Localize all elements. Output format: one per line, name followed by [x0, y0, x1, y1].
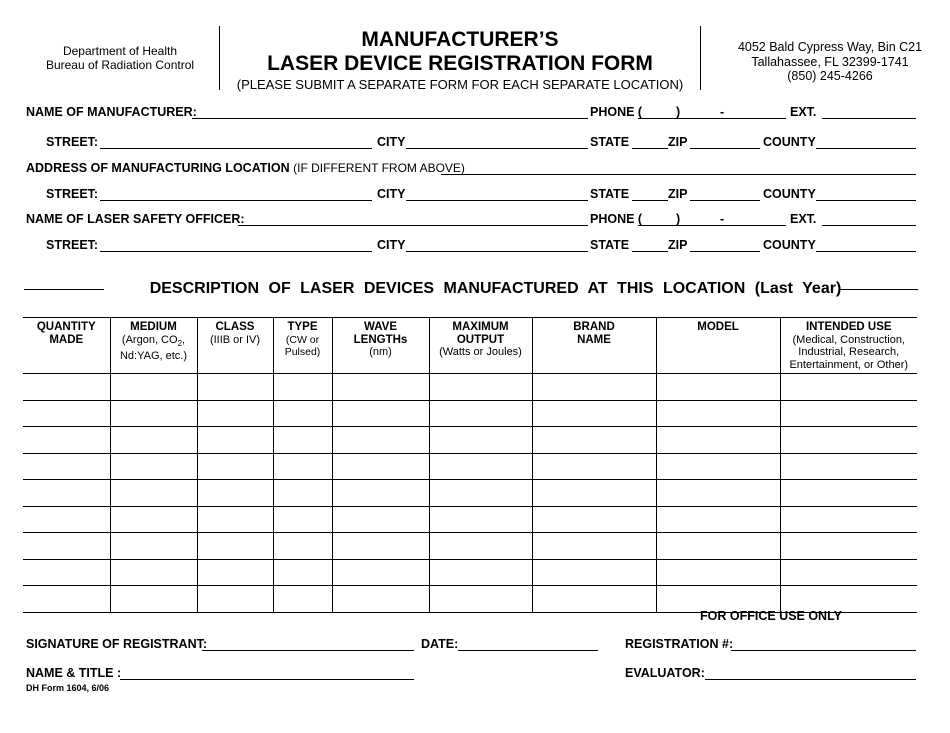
officer-phone-paren: ): [676, 212, 681, 226]
table-cell[interactable]: [23, 533, 110, 560]
table-row: [23, 559, 917, 586]
form-title: [222, 28, 698, 92]
table-cell[interactable]: [332, 559, 429, 586]
col-output-title2: OUTPUT: [456, 333, 505, 346]
col-output-header: [429, 318, 532, 374]
table-cell[interactable]: [429, 559, 532, 586]
col-wavelength-title: WAVE: [363, 321, 397, 333]
location-street-label: STREET:: [46, 187, 99, 201]
table-cell[interactable]: [197, 374, 273, 401]
col-medium-title: MEDIUM: [130, 321, 177, 333]
manufacturer-city-field[interactable]: [406, 148, 588, 149]
manufacturer-ext-field[interactable]: [822, 118, 916, 119]
officer-zip-field[interactable]: [690, 251, 760, 252]
table-row: [23, 427, 917, 454]
col-medium-header: [110, 318, 197, 374]
officer-zip-label: ZIP: [668, 238, 688, 252]
officer-ext-label: EXT.: [790, 212, 817, 226]
col-wavelength-header: [332, 318, 429, 374]
table-cell[interactable]: [429, 374, 532, 401]
table-cell[interactable]: [110, 427, 197, 454]
manufacturer-ext-label: EXT.: [790, 105, 817, 119]
col-brand-title2: NAME: [577, 333, 611, 346]
table-cell[interactable]: [332, 427, 429, 454]
table-cell[interactable]: [532, 480, 656, 507]
table-cell[interactable]: [780, 374, 917, 401]
table-cell[interactable]: [197, 559, 273, 586]
signature-field[interactable]: [202, 650, 414, 651]
officer-city-field[interactable]: [406, 251, 588, 252]
col-medium-sub: (Argon, $CO_2$, Nd:YAG, etc.): [119, 333, 188, 363]
title-line1: MANUFACTURER’S: [361, 28, 559, 51]
table-cell[interactable]: [780, 533, 917, 560]
table-cell[interactable]: [532, 506, 656, 533]
location-county-field[interactable]: [816, 200, 916, 201]
section-rule-left: [24, 289, 104, 290]
table-cell[interactable]: [532, 400, 656, 427]
table-cell[interactable]: [780, 559, 917, 586]
table-cell[interactable]: [532, 427, 656, 454]
table-cell[interactable]: [23, 427, 110, 454]
table-cell[interactable]: [23, 586, 110, 613]
manufacturer-phone-paren: ): [676, 105, 681, 119]
table-cell[interactable]: [532, 453, 656, 480]
col-type-title: TYPE: [287, 321, 318, 333]
manufacturing-location-label: [26, 161, 465, 175]
table-cell[interactable]: [197, 400, 273, 427]
manufacturer-state-field[interactable]: [632, 148, 668, 149]
col-model-header: [656, 318, 780, 374]
table-cell[interactable]: [532, 559, 656, 586]
table-cell[interactable]: [780, 427, 917, 454]
table-cell[interactable]: [532, 533, 656, 560]
title-note: (PLEASE SUBMIT A SEPARATE FORM FOR EACH SEPARATE LOCATION): [236, 77, 684, 92]
table-cell[interactable]: [332, 480, 429, 507]
officer-state-field[interactable]: [632, 251, 668, 252]
date-field[interactable]: [458, 650, 598, 651]
address-line1: 4052 Bald Cypress Way, Bin C21: [737, 40, 923, 54]
manufacturer-phone-field[interactable]: [638, 118, 786, 119]
officer-phone-dash: -: [720, 212, 725, 226]
table-cell[interactable]: [429, 506, 532, 533]
table-cell[interactable]: [197, 427, 273, 454]
location-city-field[interactable]: [406, 200, 588, 201]
manufacturing-location-note: (IF DIFFERENT FROM ABOVE): [293, 161, 465, 175]
col-class-sub: (IIIB or IV): [209, 333, 261, 346]
table-cell[interactable]: [197, 453, 273, 480]
col-type-sub: (CW or Pulsed): [284, 333, 321, 358]
table-cell[interactable]: [110, 480, 197, 507]
manufacturer-street-field[interactable]: [100, 148, 372, 149]
table-cell[interactable]: [656, 400, 780, 427]
manufacturer-county-field[interactable]: [816, 148, 916, 149]
table-cell[interactable]: [332, 506, 429, 533]
table-cell[interactable]: [332, 586, 429, 613]
agency-bureau: Bureau of Radiation Control: [45, 58, 195, 72]
col-model-title: MODEL: [697, 321, 739, 333]
address-line3: (850) 245-4266: [787, 69, 873, 83]
table-cell[interactable]: [429, 400, 532, 427]
table-cell[interactable]: [656, 374, 780, 401]
table-cell[interactable]: [532, 586, 656, 613]
form-id: DH Form 1604, 6/06: [26, 683, 110, 693]
table-row: [23, 453, 917, 480]
location-county-label: COUNTY: [763, 187, 816, 201]
signature-label: SIGNATURE OF REGISTRANT:: [26, 637, 208, 651]
col-type-header: [273, 318, 332, 374]
table-cell[interactable]: [656, 559, 780, 586]
manufacturer-phone-dash: -: [720, 105, 725, 119]
col-output-sub: (Watts or Joules): [439, 346, 522, 358]
device-section-heading: [24, 278, 918, 300]
table-cell[interactable]: [332, 533, 429, 560]
manufacturer-zip-label: ZIP: [668, 135, 688, 149]
table-cell[interactable]: [23, 506, 110, 533]
table-cell[interactable]: [197, 533, 273, 560]
registration-field[interactable]: [731, 650, 916, 651]
officer-county-label: COUNTY: [763, 238, 816, 252]
table-cell[interactable]: [197, 480, 273, 507]
location-state-field[interactable]: [632, 200, 668, 201]
evaluator-field[interactable]: [705, 679, 916, 680]
table-row: [23, 533, 917, 560]
table-cell[interactable]: [332, 374, 429, 401]
table-cell[interactable]: [429, 453, 532, 480]
safety-officer-label: NAME OF LASER SAFETY OFFICER:: [26, 212, 245, 226]
table-cell[interactable]: [532, 374, 656, 401]
table-cell[interactable]: [23, 453, 110, 480]
table-cell[interactable]: [656, 427, 780, 454]
table-cell[interactable]: [273, 506, 332, 533]
officer-phone-label: PHONE (: [590, 212, 643, 226]
manufacturer-city-label: CITY: [377, 135, 406, 149]
manufacturer-county-label: COUNTY: [763, 135, 816, 149]
manufacturer-name-field[interactable]: [192, 118, 588, 119]
location-street-field[interactable]: [100, 200, 372, 201]
section-rule-right: [840, 289, 918, 290]
section-title: DESCRIPTION OF LASER DEVICES MANUFACTURED AT THIS LOCATION (Last Year): [149, 280, 842, 297]
table-cell[interactable]: [110, 506, 197, 533]
location-state-label: STATE: [590, 187, 630, 201]
table-cell[interactable]: [273, 400, 332, 427]
address-line2: Tallahassee, FL 32399-1741: [751, 54, 909, 69]
agency-department: Department of Health: [62, 44, 178, 58]
mailing-address: [710, 40, 950, 84]
location-city-label: CITY: [377, 187, 406, 201]
location-zip-label: ZIP: [668, 187, 688, 201]
col-quantity-title: QUANTITY: [36, 321, 96, 333]
officer-county-field[interactable]: [816, 251, 916, 252]
table-cell[interactable]: [656, 480, 780, 507]
header-divider-left: [219, 26, 220, 90]
officer-phone-field[interactable]: [638, 225, 786, 226]
location-zip-field[interactable]: [690, 200, 760, 201]
table-cell[interactable]: [197, 586, 273, 613]
manufacturer-street-label: STREET:: [46, 135, 99, 149]
date-label: DATE:: [421, 637, 459, 651]
manufacturing-location-field[interactable]: [441, 174, 916, 175]
table-cell[interactable]: [23, 559, 110, 586]
manufacturer-zip-field[interactable]: [690, 148, 760, 149]
title-line2: LASER DEVICE REGISTRATION FORM: [267, 52, 653, 75]
registration-label: REGISTRATION #:: [625, 637, 734, 651]
table-cell[interactable]: [110, 374, 197, 401]
table-cell[interactable]: [273, 374, 332, 401]
table-cell[interactable]: [23, 374, 110, 401]
table-cell[interactable]: [656, 533, 780, 560]
table-cell[interactable]: [273, 586, 332, 613]
table-cell[interactable]: [110, 400, 197, 427]
col-use-sub: (Medical, Construction, Industrial, Research, Entertainment, or Other): [789, 333, 909, 371]
table-cell[interactable]: [656, 506, 780, 533]
table-cell[interactable]: [429, 427, 532, 454]
col-output-title: MAXIMUM: [452, 321, 509, 333]
table-row: [23, 374, 917, 401]
table-cell[interactable]: [23, 400, 110, 427]
office-use-label: FOR OFFICE USE ONLY: [700, 609, 842, 623]
table-row: [23, 400, 917, 427]
officer-state-label: STATE: [590, 238, 630, 252]
col-wavelength-sub: (nm): [369, 346, 392, 358]
col-brand-header: [532, 318, 656, 374]
table-cell[interactable]: [332, 400, 429, 427]
safety-officer-field[interactable]: [238, 225, 588, 226]
col-wavelength-title2: LENGTHs: [353, 333, 408, 346]
table-cell[interactable]: [656, 453, 780, 480]
table-cell[interactable]: [780, 453, 917, 480]
manufacturer-state-label: STATE: [590, 135, 630, 149]
table-cell[interactable]: [110, 533, 197, 560]
table-cell[interactable]: [23, 480, 110, 507]
col-use-header: [780, 318, 917, 374]
officer-ext-field[interactable]: [822, 225, 916, 226]
table-cell[interactable]: [429, 480, 532, 507]
table-cell[interactable]: [429, 586, 532, 613]
col-class-title: CLASS: [215, 321, 255, 333]
table-cell[interactable]: [110, 559, 197, 586]
table-cell[interactable]: [273, 533, 332, 560]
name-title-label: NAME & TITLE :: [26, 666, 122, 680]
table-cell[interactable]: [332, 453, 429, 480]
manufacturer-phone-label: PHONE (: [590, 105, 643, 119]
table-cell[interactable]: [110, 586, 197, 613]
device-table: [23, 317, 917, 613]
manufacturer-name-label: NAME OF MANUFACTURER:: [26, 105, 197, 119]
col-class-header: [197, 318, 273, 374]
table-row: [23, 480, 917, 507]
table-cell[interactable]: [110, 453, 197, 480]
col-quantity-header: [23, 318, 110, 374]
table-row: [23, 506, 917, 533]
table-cell[interactable]: [197, 506, 273, 533]
table-cell[interactable]: [780, 400, 917, 427]
table-body: [23, 374, 917, 613]
table-cell[interactable]: [780, 506, 917, 533]
officer-city-label: CITY: [377, 238, 406, 252]
header-divider-right: [700, 26, 701, 90]
evaluator-label: EVALUATOR:: [625, 666, 705, 680]
col-brand-title: BRAND: [573, 321, 615, 333]
table-cell[interactable]: [780, 480, 917, 507]
table-cell[interactable]: [273, 427, 332, 454]
col-use-title: INTENDED USE: [805, 321, 892, 333]
officer-street-label: STREET:: [46, 238, 99, 252]
table-cell[interactable]: [273, 559, 332, 586]
table-cell[interactable]: [273, 480, 332, 507]
table-cell[interactable]: [429, 533, 532, 560]
col-quantity-title2: MADE: [49, 333, 84, 346]
table-header-row: [23, 318, 917, 374]
name-title-field[interactable]: [120, 679, 414, 680]
agency-block: [30, 44, 210, 72]
table-cell[interactable]: [273, 453, 332, 480]
manufacturing-location-title: ADDRESS OF MANUFACTURING LOCATION: [26, 161, 290, 175]
officer-street-field[interactable]: [100, 251, 372, 252]
